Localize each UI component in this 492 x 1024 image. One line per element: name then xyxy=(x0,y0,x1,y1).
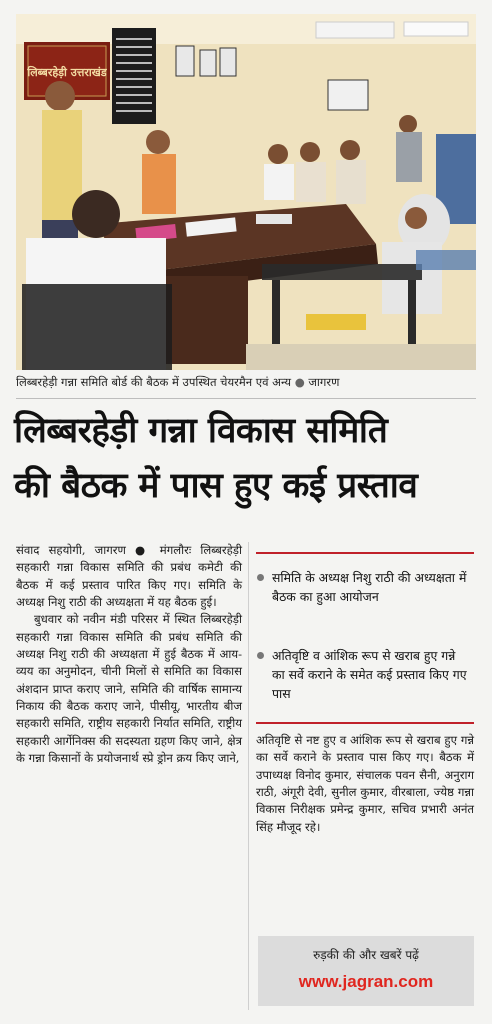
article-paragraph-3: अतिवृष्टि से नष्ट हुए व आंशिक रूप से खराब हुए गन्ने का सर्वे कराने के प्रस्ताव पास किए गए। बैठक में उपाध्यक्ष विनोद कुमार, संचालक पवन सैनी, अनुराग राठी, अंगूरी देवी, सुनील कुमार, वीरबाला, ज्येष्ठ गन्ना विकास निरीक्षक प्रमेन्द्र कुमार, सचिव प्रभारी अनंत सिंह मौजूद रहे। xyxy=(256,733,474,834)
sign-board-text: लिब्बरहेड़ी उत्तराखंड xyxy=(27,66,107,79)
highlight-text: अतिवृष्टि व आंशिक रूप से खराब हुए गन्ने का सर्वे कराने के समेत कई प्रस्ताव किए गए पास xyxy=(272,648,467,701)
highlight-item xyxy=(256,646,470,703)
divider xyxy=(16,398,476,399)
meeting-photo-illustration xyxy=(16,14,476,370)
headline-line-1: लिब्बरहेड़ी गन्ना विकास समिति xyxy=(14,411,388,451)
highlight-text: समिति के अध्यक्ष निशु राठी की अध्यक्षता में बैठक का हुआ आयोजन xyxy=(272,570,467,604)
article-paragraph-2: बुधवार को नवीन मंडी परिसर में स्थित लिब्बरहेड़ी सहकारी गन्ना विकास समिति की प्रबंध समिति की अध्यक्ष निशु राठी की अध्यक्षता में हुई बैठक में आय-व्यय का अनुमोदन, चीनी मिलों से समिति का विकास अंशदान प्राप्त कराए जाने, समिति की वार्षिक सामान्य निकाय की बैठक कराए जाने, पीसीयू, भारतीय बीज सहकारी समिति, राष्ट्रीय सहकारी निर्यात समिति, राष्ट्रीय सहकारी आर्गेनिक्स की सदस्यता ग्रहण किए जाने, क्षेत्र के गन्ना किसानों के प्रयोजनार्थ स्प्रे ड्रोन क्रय किए जाने, xyxy=(16,612,242,766)
headline xyxy=(14,404,478,514)
column-divider xyxy=(248,542,249,1010)
article-column-right xyxy=(256,732,474,836)
headline-line-2: की बैठक में पास हुए कई प्रस्ताव xyxy=(14,466,418,506)
promo-text: रुड़की की और खबरें पढ़ें xyxy=(313,948,419,962)
highlights-box xyxy=(256,552,474,724)
bullet-icon xyxy=(257,574,264,581)
promo-url-link[interactable]: www.jagran.com xyxy=(298,972,434,991)
bullet-icon xyxy=(257,652,264,659)
bullet-dot-icon: ● xyxy=(294,375,305,389)
caption-credit: जागरण xyxy=(308,375,340,389)
article-paragraph-1: संवाद सहयोगी, जागरण ● मंगलौरः लिब्बरहेड़ी सहकारी गन्ना विकास समिति की प्रबंध कमेटी की बैठक में कई प्रस्ताव पारित किए गए। समिति के अध्यक्ष निशु राठी की अध्यक्षता में यह बैठक हुई। xyxy=(16,543,242,610)
caption-text: लिब्बरहेड़ी गन्ना समिति बोर्ड की बैठक में उपस्थित चेयरमैन एवं अन्य xyxy=(16,375,292,389)
article-column-left xyxy=(16,542,242,767)
promo-box[interactable] xyxy=(258,936,474,1006)
photo-caption xyxy=(16,374,476,390)
highlight-item xyxy=(256,568,470,606)
news-photo xyxy=(16,14,476,370)
